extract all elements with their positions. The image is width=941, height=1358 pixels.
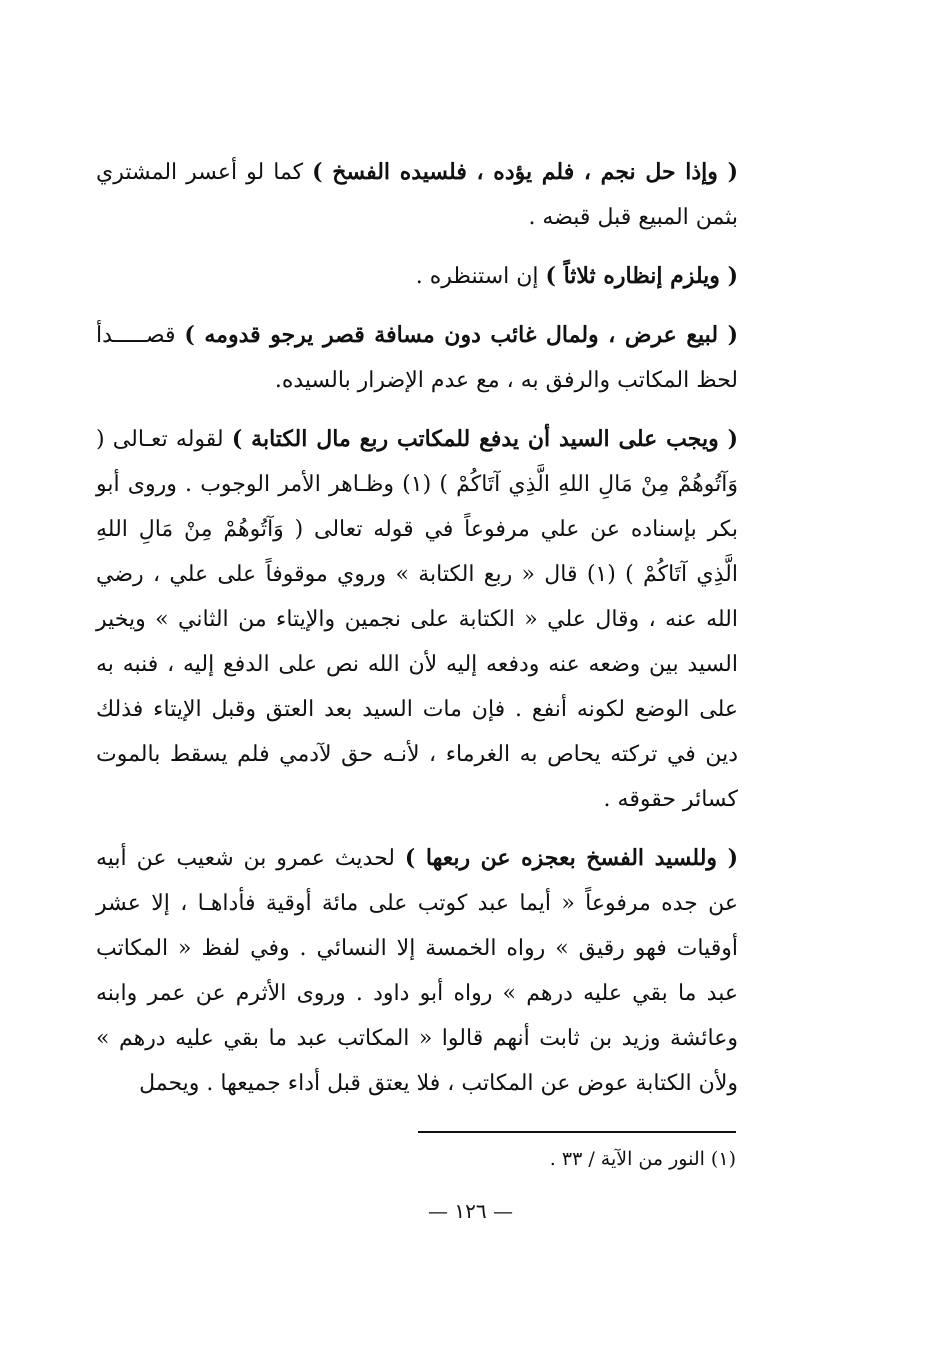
- paragraph-5: [96, 836, 738, 1106]
- paragraph-4: [96, 417, 738, 822]
- paragraph-2: [96, 254, 738, 299]
- paragraph-3-text: قصـــــدأ لحظ المكاتب والرفق به ، مع عدم الإضرار بالسيده.: [96, 323, 738, 393]
- paragraph-4-text: لقوله تعـالى ( وَآتُوهُمْ مِنْ مَالِ اللهِ الَّذِي آتَاكُمْ ) (١) وظـاهر الأمر الوجوب . وروى أبو بكر بإسناده عن علي مرفوعاً في قوله تعالى ( وَآتُوهُمْ مِنْ مَالِ اللهِ الَّذِي آتَاكُمْ ) (١) قال « ربع الكتابة » وروي موقوفاً على علي ، رضي الله عنه ، وقال علي « الكتابة على نجمين والإيتاء من الثاني » ويخير السيد بين وضعه عنه ودفعه إليه لأن الله نص على الدفع إليه ، فنبه به على الوضع لكونه أنفع . فإن مات السيد بعد العتق وقبل الإيتاء فذلك دين في تركته يحاص به الغرماء ، لأنـه حق لآدمي فلم يسقط بالموت كسائر حقوقه .: [96, 427, 738, 812]
- page-body: [96, 150, 738, 1120]
- page-number: — ١٢٦ —: [428, 1199, 513, 1223]
- paragraph-3-heading: ( لبيع عرض ، ولمال غائب دون مسافة قصر يرجو قدومه ): [184, 322, 738, 348]
- paragraph-5-heading: ( وللسيد الفسخ بعجزه عن ربعها ): [404, 845, 738, 871]
- paragraph-4-heading: ( ويجب على السيد أن يدفع للمكاتب ربع مال الكتابة ): [231, 426, 739, 452]
- paragraph-2-heading: ( ويلزم إنظاره ثلاثاً ): [545, 263, 738, 289]
- paragraph-3: [96, 313, 738, 403]
- paragraph-1: [96, 150, 738, 240]
- paragraph-5-text: لحديث عمرو بن شعيب عن أبيه عن جده مرفوعاً « أيما عبد كوتب على مائة أوقية فأداهـا ، إلا عشر أوقيات فهو رقيق » رواه الخمسة إلا النسائي . وفي لفظ « المكاتب عبد ما بقي عليه درهم » رواه أبو داود . وروى الأثرم عن عمر وابنه وعائشة وزيد بن ثابت أنهم قالوا « المكاتب عبد ما بقي عليه درهم » ولأن الكتابة عوض عن المكاتب ، فلا يعتق قبل أداء جميعها . ويحمل: [96, 846, 738, 1096]
- footnote: (١) النور من الآية / ٣٣ .: [549, 1148, 736, 1170]
- paragraph-1-text: كما لو أعسر المشتري بثمن المبيع قبل قبضه .: [96, 160, 738, 230]
- paragraph-1-heading: ( وإذا حل نجم ، فلم يؤده ، فلسيده الفسخ ): [312, 159, 738, 185]
- footnote-divider: [418, 1131, 736, 1133]
- paragraph-2-text: إن استنظره .: [415, 264, 546, 289]
